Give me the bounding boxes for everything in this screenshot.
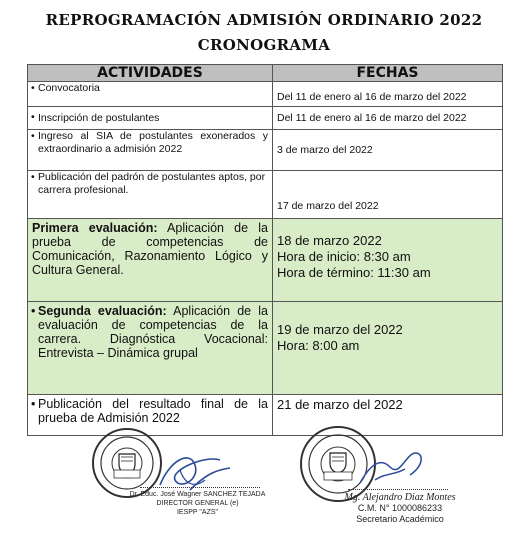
bullet-icon: • (31, 397, 36, 411)
table-row (28, 219, 503, 302)
activity-cell: • Convocatoria (28, 82, 273, 107)
table-row (28, 130, 503, 171)
header-dates: FECHAS (273, 65, 503, 82)
activity-cell: • Ingreso al SIA de postulantes exonerados y extraordinario a admisión 2022 (28, 130, 273, 171)
table-row (28, 302, 503, 395)
bullet-icon: • (31, 171, 35, 183)
document-title: REPROGRAMACIÓN ADMISIÓN ORDINARIO 2022 (45, 11, 483, 29)
date-cell: 18 de marzo 2022 Hora de inicio: 8:30 am Hora de término: 11:30 am (273, 219, 503, 302)
handwritten-signature-right (355, 445, 435, 490)
activity-cell: • Inscripción de postulantes (28, 107, 273, 130)
activity-cell: • Publicación del resultado final de la prueba de Admisión 2022 (28, 395, 273, 436)
document-subtitle: CRONOGRAMA (197, 36, 331, 54)
bullet-icon: • (31, 82, 35, 94)
date-cell: 3 de marzo del 2022 (273, 130, 503, 171)
signature-block-left: Dr. Educ. José Wagner SANCHEZ TEJADA DIRECTOR GENERAL (e) IESPP "AZS" (129, 491, 266, 516)
table-row (28, 171, 503, 219)
activity-cell: • Publicación del padrón de postulantes aptos, por carrera profesional. (28, 171, 273, 219)
signature-line-right (348, 489, 448, 490)
date-cell: Del 11 de enero al 16 de marzo del 2022 (273, 107, 503, 130)
date-cell: 19 de marzo del 2022 Hora: 8:00 am (273, 302, 503, 395)
table-header-row (28, 65, 503, 82)
date-cell: 21 de marzo del 2022 (273, 395, 503, 436)
table-row (28, 107, 503, 130)
table-row (28, 82, 503, 107)
bullet-icon: • (31, 304, 36, 318)
schedule-table (27, 64, 503, 436)
date-cell: Del 11 de enero al 16 de marzo del 2022 (273, 82, 503, 107)
bullet-icon: • (31, 111, 35, 123)
signature-block-right: Mg. Alejandro Diaz Montes C.M. N° 1000086233 Secretario Académico (344, 492, 456, 524)
signature-line-left (140, 487, 260, 488)
date-cell: 17 de marzo del 2022 (273, 171, 503, 219)
header-activities: ACTIVIDADES (28, 65, 273, 82)
bullet-icon: • (31, 130, 35, 142)
activity-cell: Primera evaluación: Aplicación de la prueba de competencias de Comunicación, Razonamiento Lógico y Cultura General. (28, 219, 273, 302)
activity-cell: • Segunda evaluación: Aplicación de la evaluación de competencias de la carrera. Diagnóstica Vocacional: Entrevista – Dinámica grupal (28, 302, 273, 395)
